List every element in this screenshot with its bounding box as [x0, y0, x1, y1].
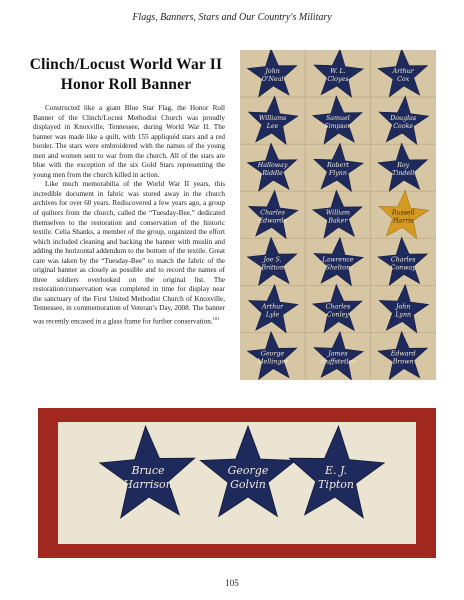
star-name-line: George	[260, 350, 285, 358]
paragraph-1: Constructed like a giant Blue Star Flag, the Honor Roll Banner of the Clinch/Locust Methodist Church was proudly displayed in Knoxville, Tennessee, during World War II. The banner was made like a quilt, with 155 appliquéd stars and a red border. The stars were embroidered with the names of the young men and women sent to war from the church. All of the stars are blue with the exception of the six Gold Stars representing the young men from the church killed in action.	[33, 104, 225, 179]
blue-star	[247, 50, 296, 97]
paragraph-2	[33, 180, 225, 327]
star-name-line: Edward	[390, 350, 416, 358]
blue-star	[249, 96, 298, 144]
star-name-line: Harris	[392, 217, 414, 225]
star-name-line: Shelton	[325, 264, 351, 272]
star-name-line: Lee	[266, 123, 279, 131]
blue-star	[314, 332, 363, 380]
blue-star	[314, 238, 363, 286]
star-name-line: Charles	[325, 303, 351, 311]
star-name-line: Halloway	[257, 162, 288, 170]
banner-photo-image	[38, 408, 436, 558]
quilt-photo	[240, 50, 436, 380]
blue-star	[314, 50, 363, 97]
blue-star	[379, 285, 428, 333]
blue-star	[247, 143, 296, 191]
banner-star-name-line: Golvin	[230, 478, 266, 491]
star-name-line: Edwards	[258, 217, 287, 225]
star-name-line: Roy	[397, 162, 410, 170]
star-name-line: Robert	[326, 162, 349, 170]
banner-star-name-line: Bruce	[131, 464, 165, 477]
quilt-photo-image	[240, 50, 436, 380]
star-name-line: Charles	[260, 209, 285, 217]
gold-star	[379, 190, 428, 238]
star-name-line: Flynn	[328, 170, 347, 178]
star-name-line: Williams	[258, 115, 287, 123]
star-name-line: Baker	[328, 217, 348, 225]
star-name-line: Riddle	[262, 170, 283, 178]
star-name-line: Brown	[392, 358, 414, 366]
banner-star-name-line: Harrison	[123, 478, 173, 491]
star-name-line: Lynn	[395, 311, 412, 319]
star-name-line: Tindell	[392, 170, 415, 178]
blue-star	[247, 332, 296, 380]
blue-star	[378, 50, 427, 97]
star-name-line: Conley	[326, 311, 349, 319]
blue-star	[247, 237, 296, 285]
star-name-line: John	[265, 68, 280, 75]
star-name-line: W. L.	[330, 68, 346, 75]
star-name-line: Cloyes	[327, 76, 349, 83]
blue-star	[249, 285, 298, 333]
star-name-line: Joe S.	[263, 256, 282, 264]
star-name-line: Cooke	[393, 123, 414, 131]
footnote-ref: 101	[212, 316, 220, 322]
blue-star	[313, 190, 362, 238]
running-head: Flags, Banners, Stars and Our Country's Military	[132, 12, 332, 23]
title-line-1: Clinch/Locust World War II	[29, 56, 223, 73]
blue-star	[313, 285, 362, 333]
banner-star-name-line: E. J.	[324, 464, 348, 477]
star-name-line: Samuel	[325, 115, 350, 123]
blue-star	[378, 332, 427, 380]
title-line-2: Honor Roll Banner	[60, 76, 192, 93]
article-title	[28, 55, 224, 95]
star-name-line: William	[325, 209, 350, 217]
star-name-line: Cox	[397, 76, 410, 83]
blue-star	[313, 96, 362, 144]
star-name-line: Simpson	[324, 123, 352, 131]
article-body	[33, 104, 225, 327]
star-name-line: Lyle	[265, 311, 280, 319]
banner-star-name-line: George	[227, 464, 269, 477]
star-name-line: Arthur	[392, 68, 414, 75]
star-name-line: Britton	[261, 264, 284, 272]
star-name-line: Douglas	[390, 115, 417, 123]
star-name-line: Mellinger	[257, 358, 289, 366]
paragraph-2-text: Like much memorabilia of the World War II years, this incredible document in fabric was stored away in the church archives for over 60 years. Rediscovered a few years ago, a group of quilters from the church, called the “Tuesday-Bee,” dedicated themselves to the restoration and conservation of the historic textile. Celia Shanks, a member of the group, organized the effort which included cleaning and backing the banner with muslin and adding the horizontal addendum to the bottom of the textile. Great care was taken by the “Tuesday-Bee” to match the fabric of the original banner as closely as possible and to record the names of three soldiers overlooked on the original list. The restoration/conservation was completed in time for display near the sanctuary of the First United Methodist Church of Knoxville, Tennessee, in commemoration of Veteran’s Day, 2008. The banner was recently encased in a glass frame for further conservation.	[33, 180, 225, 326]
star-name-line: Arthur	[261, 303, 284, 311]
page-number: 105	[225, 578, 239, 588]
blue-star	[378, 237, 427, 285]
star-name-line: Charles	[390, 256, 416, 264]
blue-star	[249, 190, 298, 238]
star-name-line: O'Neal	[261, 76, 284, 83]
blue-star	[378, 143, 427, 191]
blue-star	[314, 143, 363, 191]
star-name-line: John	[395, 303, 411, 311]
star-name-line: Russell	[391, 209, 415, 217]
star-name-line: Conway	[390, 264, 416, 272]
star-name-line: Lawrence	[322, 256, 354, 264]
star-name-line: James	[328, 350, 348, 358]
star-name-line: Huffstetler	[320, 358, 356, 366]
banner-star-name-line: Tipton	[317, 478, 355, 491]
blue-star	[379, 96, 428, 144]
banner-photo	[38, 408, 436, 558]
